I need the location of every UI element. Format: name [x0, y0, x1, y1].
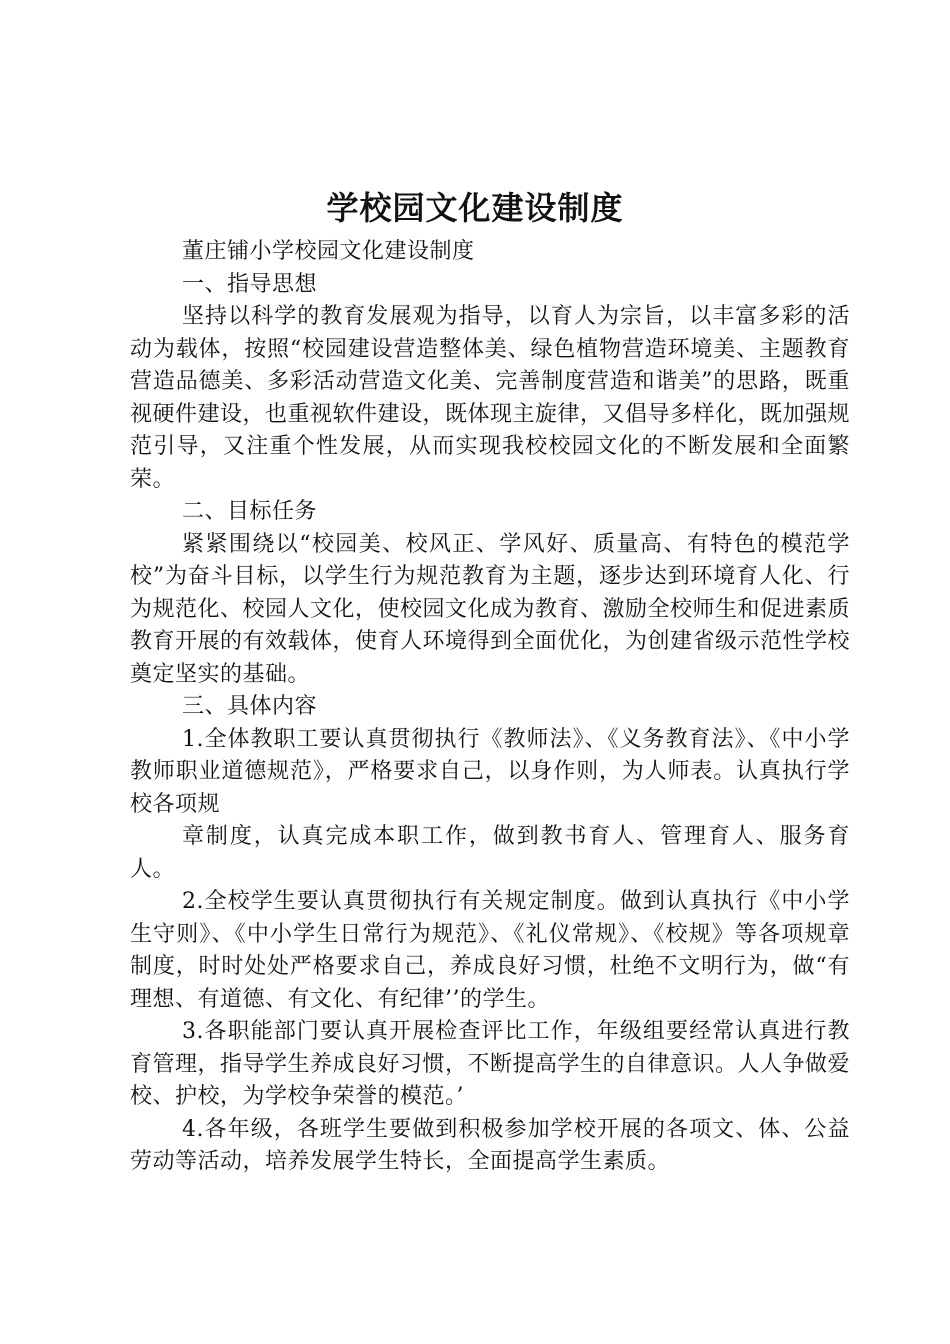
paragraph-item-2: 2.全校学生要认真贯彻执行有关规定制度。做到认真执行《中小学生守则》、《中小学生日常行为规范》、《礼仪常规》、《校规》等各项规章制度，时时处处严格要求自己，养成良好习惯，杜绝不文明行为，做“有理想、有道德、有文化、有纪律’’的学生。 [130, 889, 850, 1012]
paragraph-item-4: 4.各年级，各班学生要做到积极参加学校开展的各项文、体、公益劳动等活动，培养发展学生特长，全面提高学生素质。 [130, 1116, 850, 1174]
paragraph-goals: 紧紧围绕以“校园美、校风正、学风好、质量高、有特色的模范学校”为奋斗目标，以学生行为规范教育为主题，逐步达到环境育人化、行为规范化、校园人文化，使校园文化成为教育、激励全校师生和促进素质教育开展的有效载体，使育人环境得到全面优化，为创建省级示范性学校奠定坚实的基础。 [130, 531, 851, 687]
document-subtitle: 董庄铺小学校园文化建设制度 [182, 239, 475, 264]
section-heading-content: 三、具体内容 [182, 694, 318, 719]
paragraph-item-1-continued: 章制度，认真完成本职工作，做到教书育人、管理育人、服务育人。 [130, 824, 850, 882]
paragraph-item-3: 3.各职能部门要认真开展检查评比工作，年级组要经常认真进行教育管理，指导学生养成良好习惯，不断提高学生的自律意识。人人争做爱校、护校，为学校争荣誉的模范。’ [130, 1019, 851, 1109]
paragraph-item-1: 1.全体教职工要认真贯彻执行《教师法》、《义务教育法》、《中小学教师职业道德规范》，严格要求自己，以身作则，为人师表。认真执行学校各项规 [130, 726, 850, 817]
paragraph-guiding-ideology: 坚持以科学的教育发展观为指导，以育人为宗旨，以丰富多彩的活动为载体，按照“校园建设营造整体美、绿色植物营造环境美、主题教育营造品德美、多彩活动营造文化美、完善制度营造和谐美”的思路，既重视硬件建设，也重视软件建设，既体现主旋律，又倡导多样化，既加强规范引导，又注重个性发展，从而实现我校校园文化的不断发展和全面繁荣。 [130, 304, 851, 492]
section-heading-guiding-ideology: 一、指导思想 [182, 271, 318, 297]
document-body [130, 236, 850, 1179]
section-heading-goals: 二、目标任务 [182, 499, 318, 524]
document-title: 学校园文化建设制度 [326, 189, 624, 227]
